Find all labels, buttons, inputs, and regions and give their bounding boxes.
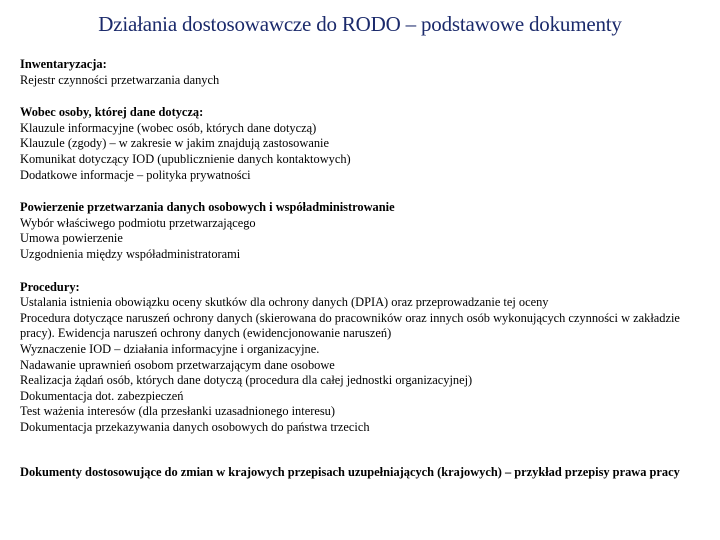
section-heading: Powierzenie przetwarzania danych osobowych i współadministrowanie [20, 200, 395, 215]
list-item: Wybór właściwego podmiotu przetwarzającego [20, 215, 256, 230]
list-item: Wyznaczenie IOD – działania informacyjne i organizacyjne. [20, 341, 320, 356]
list-item: Rejestr czynności przetwarzania danych [20, 72, 220, 87]
list-item: Realizacja żądań osób, których dane dotyczą (procedura dla całej jednostki organizacyjnej) [20, 373, 473, 388]
section-heading: Inwentaryzacja: [20, 57, 107, 71]
section-heading: Dokumenty dostosowujące do zmian w krajowych przepisach uzupełniających (krajowych) – przykład przepisy prawa pracy [20, 465, 680, 480]
list-item: Dokumentacja przekazywania danych osobowych do państwa trzecich [20, 419, 370, 434]
list-item: Uzgodnienia między współadministratorami [20, 246, 241, 261]
list-item: Test ważenia interesów (dla przesłanki uzasadnionego interesu) [20, 404, 335, 419]
list-item: Klauzule (zgody) – w zakresie w jakim znajdują zastosowanie [20, 136, 329, 151]
list-item: Nadawanie uprawnień osobom przetwarzającym dane osobowe [20, 357, 335, 372]
section-national-law [20, 465, 710, 481]
section-heading: Wobec osoby, której dane dotyczą: [20, 105, 204, 120]
section-heading: Procedury: [20, 279, 80, 294]
section-entrustment [20, 200, 710, 262]
list-item: Ustalania istnienia obowiązku oceny skutków dla ochrony danych (DPIA) oraz przeprowadzanie tej oceny [20, 295, 549, 310]
list-item: Umowa powierzenie [20, 231, 123, 246]
section-procedures [20, 280, 710, 436]
list-item: Dodatkowe informacje – polityka prywatności [20, 167, 251, 182]
list-item: Procedura dotyczące naruszeń ochrony danych (skierowana do pracowników oraz innych osób wykonujących czynności w zakładzie pracy). Ewidencja naruszeń ochrony danych (ewidencjonowanie naruszeń) [20, 310, 680, 341]
page-title: Działania dostosowawcze do RODO – podstawowe dokumenty [98, 12, 622, 36]
list-item: Klauzule informacyjne (wobec osób, których dane dotyczą) [20, 120, 317, 135]
section-data-subject [20, 105, 710, 183]
list-item: Komunikat dotyczący IOD (upublicznienie danych kontaktowych) [20, 151, 351, 166]
section-inwentaryzacja [20, 57, 710, 88]
list-item: Dokumentacja dot. zabezpieczeń [20, 388, 184, 403]
document-body [20, 57, 710, 481]
